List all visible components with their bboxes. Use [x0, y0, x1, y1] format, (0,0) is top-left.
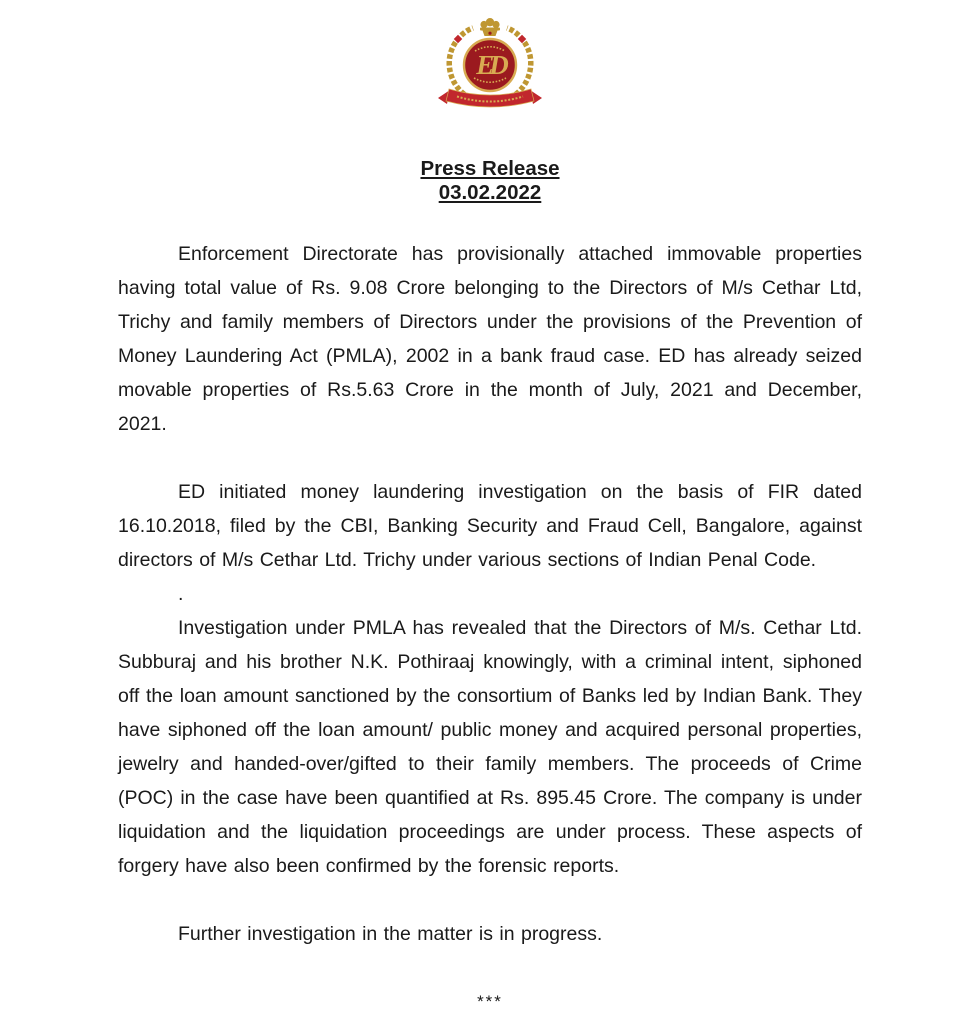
ed-monogram: ED — [476, 50, 504, 80]
paragraph-investigation-findings: Investigation under PMLA has revealed that the Directors of M/s. Cethar Ltd. Subburaj and his brother N.K. Pothiraaj knowingly, with a criminal intent, siphoned off the loan amount sanctioned by the consortium of Banks led by Indian Bank. They have siphoned off the loan amount/ public money and acquired personal properties, jewelry and handed-over/gifted to their family members. The proceeds of Crime (POC) in the case have been quantified at Rs. 895.45 Crore. The company is under liquidation and the liquidation proceedings are under process. These aspects of forgery have also been confirmed by the forensic reports. — [118, 617, 862, 877]
ashoka-capital-icon — [480, 18, 500, 36]
press-release-body — [0, 204, 980, 1019]
paragraph-fir-origin: ED initiated money laundering investigation on the basis of FIR dated 16.10.2018, filed by the CBI, Banking Security and Fraud Cell, Bangalore, against directors of M/s Cethar Ltd. Trichy under various sections of Indian Penal Code. — [118, 481, 862, 571]
title-block — [0, 157, 980, 204]
paragraph-further-investigation: Further investigation in the matter is in progress. — [178, 923, 603, 945]
end-marker: *** — [477, 992, 503, 1011]
page-title: Press Release — [420, 157, 560, 180]
paragraph-stray-period: . — [178, 583, 184, 605]
press-release-date: 03.02.2022 — [438, 180, 542, 204]
ed-seal-icon — [464, 39, 516, 91]
ed-emblem-icon — [437, 16, 543, 108]
ed-emblem-logo — [437, 16, 543, 108]
paragraph-attachment-summary: Enforcement Directorate has provisionally attached immovable properties having total value of Rs. 9.08 Crore belonging to the Directors of M/s Cethar Ltd, Trichy and family members of Directors under the provisions of the Prevention of Money Laundering Act (PMLA), 2002 in a bank fraud case. ED has already seized movable properties of Rs.5.63 Crore in the month of July, 2021 and December, 2021. — [118, 243, 862, 435]
